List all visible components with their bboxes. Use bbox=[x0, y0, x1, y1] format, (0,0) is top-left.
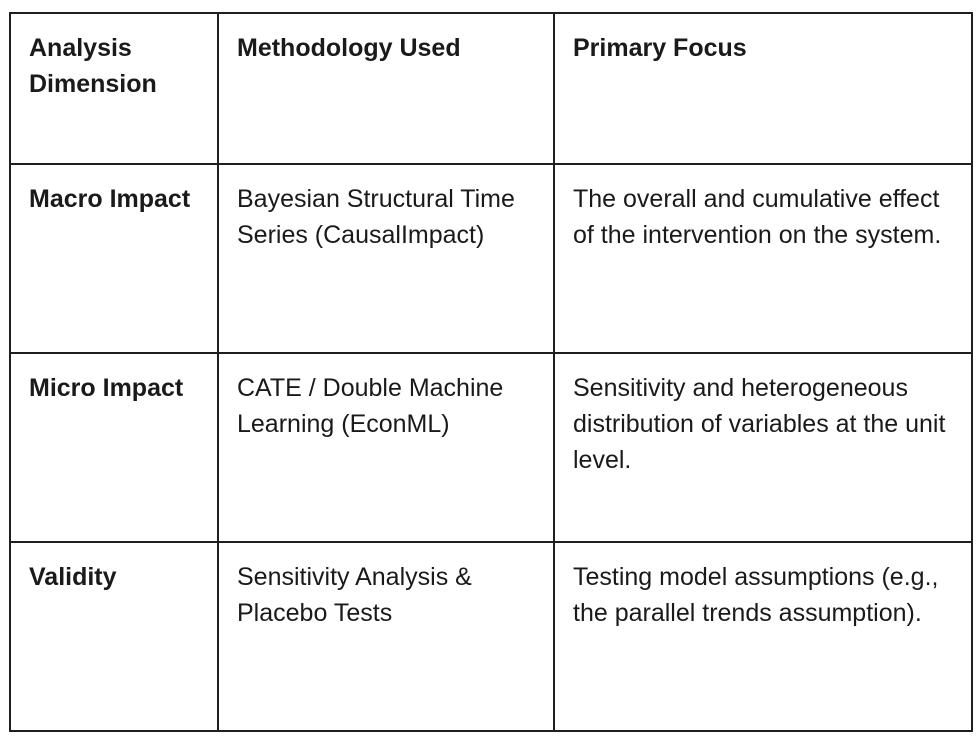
dimension-cell: Validity bbox=[10, 542, 218, 731]
header-methodology-used: Methodology Used bbox=[218, 13, 554, 164]
focus-cell: The overall and cumulative effect of the intervention on the system. bbox=[554, 164, 972, 353]
comparison-table bbox=[9, 12, 973, 732]
focus-cell: Sensitivity and heterogeneous distribution of variables at the unit level. bbox=[554, 353, 972, 542]
table-header-row bbox=[10, 13, 972, 164]
table-row bbox=[10, 353, 972, 542]
table-row bbox=[10, 164, 972, 353]
dimension-cell: Micro Impact bbox=[10, 353, 218, 542]
dimension-cell: Macro Impact bbox=[10, 164, 218, 353]
focus-cell: Testing model assumptions (e.g., the parallel trends assumption). bbox=[554, 542, 972, 731]
header-primary-focus: Primary Focus bbox=[554, 13, 972, 164]
methodology-cell: Bayesian Structural Time Series (CausalImpact) bbox=[218, 164, 554, 353]
methodology-cell: Sensitivity Analysis & Placebo Tests bbox=[218, 542, 554, 731]
table-row bbox=[10, 542, 972, 731]
methodology-cell: CATE / Double Machine Learning (EconML) bbox=[218, 353, 554, 542]
header-analysis-dimension: Analysis Dimension bbox=[10, 13, 218, 164]
